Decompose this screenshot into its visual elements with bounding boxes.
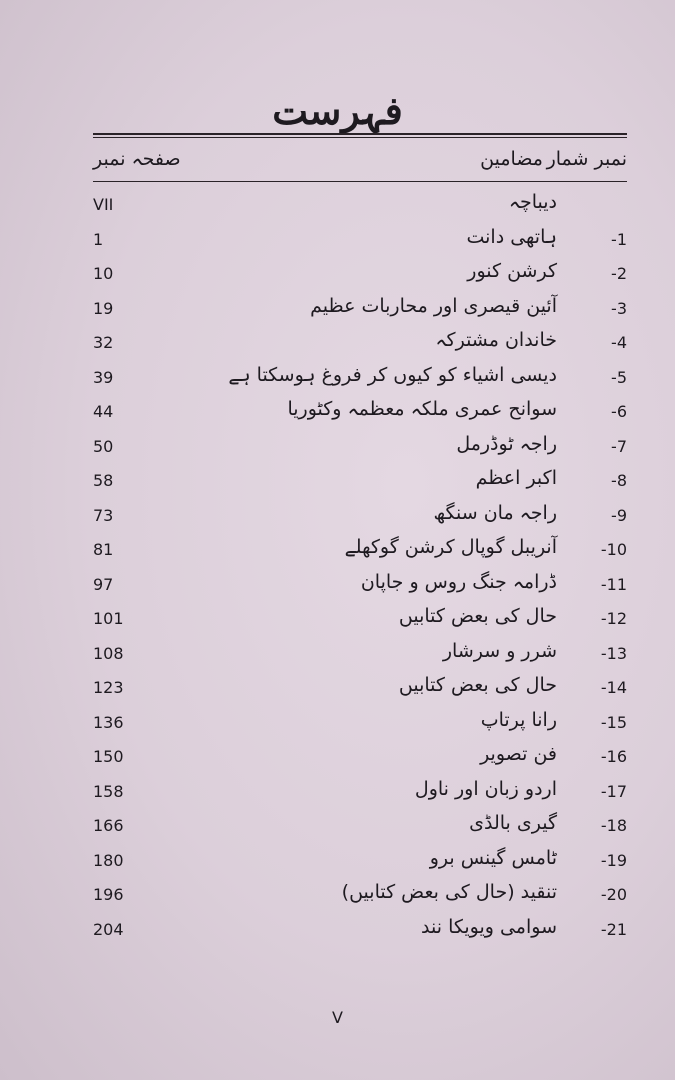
toc-row (0, 536, 675, 574)
toc-title: ہاتھی دانت (466, 225, 557, 248)
toc-title: راجہ مان سنگھ (433, 501, 557, 524)
toc-title: کرشن کنور (467, 260, 557, 282)
toc-row (0, 812, 675, 850)
toc-page: 158 (93, 781, 124, 801)
toc-title: راجہ ٹوڈرمل (456, 432, 557, 455)
toc-number: -20 (600, 885, 627, 904)
toc-row (0, 708, 675, 747)
toc-title: گیری بالڈی (469, 812, 557, 834)
toc-page: 73 (93, 505, 114, 525)
toc-page: 32 (93, 333, 114, 352)
toc-row (0, 432, 675, 471)
toc-row (0, 191, 675, 229)
header-page: صفحہ نمبر (93, 148, 181, 170)
toc-page: 180 (93, 850, 124, 870)
toc-title: خاندان مشترکہ (435, 329, 557, 351)
toc-number: -16 (600, 747, 627, 766)
toc-row (0, 674, 675, 712)
toc-row (0, 881, 675, 919)
toc-number: -9 (611, 505, 627, 525)
toc-number: -19 (600, 850, 627, 870)
toc-title: دیسی اشیاء کو کیوں کر فروغ ہوسکتا ہے (228, 363, 557, 386)
toc-page: 150 (93, 747, 124, 766)
toc-title: تنقید (حال کی بعض کتابیں) (341, 881, 557, 903)
toc-number: -5 (611, 367, 627, 387)
toc-row (0, 294, 675, 333)
toc-page: VII (93, 195, 114, 214)
toc-page: 44 (93, 402, 114, 421)
page-number: V (332, 1008, 343, 1027)
toc-page: 39 (93, 367, 114, 387)
toc-row (0, 639, 675, 678)
toc-page: 81 (93, 540, 114, 559)
toc-title: ڈرامہ جنگ روس و جاپان (360, 570, 557, 593)
toc-page: 136 (93, 712, 124, 732)
toc-number: -15 (600, 712, 627, 732)
toc-row (0, 260, 675, 298)
toc-page: 50 (93, 436, 114, 456)
toc-page: 101 (93, 609, 124, 628)
toc-number: -11 (600, 574, 627, 594)
toc-title: اکبر اعظم (475, 467, 557, 489)
top-rule-thin (93, 137, 627, 138)
toc-row (0, 605, 675, 643)
toc-number: -14 (600, 678, 627, 697)
toc-number: -1 (611, 229, 627, 249)
toc-title: رانا پرتاپ (480, 708, 557, 731)
toc-number: -4 (611, 333, 627, 352)
toc-row (0, 363, 675, 402)
toc-number: -17 (600, 781, 627, 801)
toc-row (0, 570, 675, 609)
toc-page: 204 (93, 919, 124, 939)
toc-number: -6 (611, 402, 627, 421)
top-rule (93, 133, 627, 135)
toc-page: 108 (93, 643, 124, 663)
toc-row (0, 225, 675, 264)
toc-page: 58 (93, 471, 114, 490)
toc-row (0, 467, 675, 505)
toc-title: حال کی بعض کتابیں (398, 674, 557, 696)
toc-row (0, 777, 675, 816)
toc-number: -21 (600, 919, 627, 939)
toc-title: فن تصویر (480, 743, 557, 765)
toc-number: -7 (611, 436, 627, 456)
toc-page: 1 (93, 229, 104, 249)
header-subject: مضامین (480, 148, 543, 170)
toc-title: سوانح عمری ملکہ معظمہ وکٹوریا (287, 398, 557, 420)
toc-row (0, 501, 675, 540)
toc-row (0, 846, 675, 885)
page-title: فہرست (272, 88, 403, 133)
toc-number: -2 (611, 264, 627, 283)
header-rule (93, 181, 627, 182)
toc-row (0, 329, 675, 367)
toc-title: سوامی ویویکا نند (421, 915, 557, 938)
toc-title: آئین قیصری اور محاربات عظیم (310, 294, 557, 317)
toc-number: -10 (600, 540, 627, 559)
toc-row (0, 743, 675, 781)
toc-row (0, 398, 675, 436)
toc-title: شرر و سرشار (442, 639, 557, 662)
header-serial: نمبر شمار (546, 148, 627, 170)
toc-title: آنریبل گوپال کرشن گوکھلے (344, 536, 557, 558)
toc-page: 97 (93, 574, 114, 594)
toc-page: 166 (93, 816, 124, 835)
toc-page: 196 (93, 885, 124, 904)
toc-number: -18 (600, 816, 627, 835)
toc-number: -13 (600, 643, 627, 663)
toc-title: اردو زبان اور ناول (414, 777, 557, 800)
toc-title: ٹامس گینس برو (429, 846, 557, 869)
toc-page: 19 (93, 298, 114, 318)
toc-title: حال کی بعض کتابیں (398, 605, 557, 627)
toc-page: 123 (93, 678, 124, 697)
toc-number: -8 (611, 471, 627, 490)
toc-title: دیباچہ (508, 191, 557, 213)
toc-row (0, 915, 675, 954)
toc-number: -3 (611, 298, 627, 318)
toc-number: -12 (600, 609, 627, 628)
toc-page: 10 (93, 264, 114, 283)
